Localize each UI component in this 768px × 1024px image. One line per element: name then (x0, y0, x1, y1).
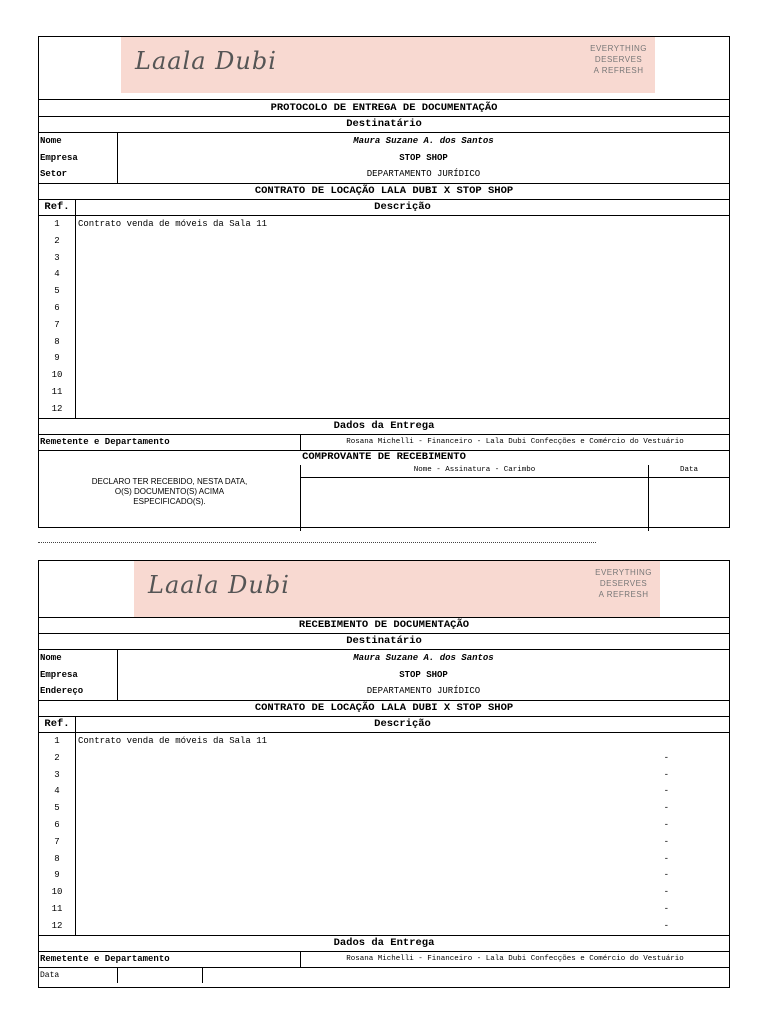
item-ref: 9 (54, 353, 60, 364)
field-label: Nome (39, 133, 118, 150)
sender-row (39, 434, 729, 450)
ref-header: Ref. (39, 717, 76, 732)
item-ref: 1 (54, 736, 60, 747)
item-ref: 8 (54, 336, 60, 347)
item-description (76, 884, 729, 901)
desc-column (76, 216, 729, 418)
item-description (76, 800, 729, 817)
item-description (76, 901, 729, 918)
item-description (76, 216, 729, 233)
items-table (39, 732, 729, 935)
sender-value: Rosana Michelli - Financeiro - Lala Dubi Confecções e Comércio do Vestuário (346, 437, 684, 446)
item-dash: - (663, 920, 669, 931)
recipient-header: Destinatário (39, 633, 729, 649)
form-title: RECEBIMENTO DE DOCUMENTAÇÃO (39, 617, 729, 633)
field-value: Maura Suzane A. dos Santos (353, 653, 494, 663)
item-description (76, 750, 729, 767)
field-value: DEPARTAMENTO JURÍDICO (366, 169, 481, 180)
field-label: Empresa (39, 150, 118, 167)
item-description (76, 783, 729, 800)
signature-field[interactable] (301, 478, 649, 531)
delivery-header: Dados da Entrega (39, 418, 729, 434)
ref-column (39, 216, 76, 418)
date-header: Data (679, 465, 698, 474)
contract-title: CONTRATO DE LOCAÇÃO LALA DUBI X STOP SHOP (39, 700, 729, 716)
sender-label: Remetente e Departamento (39, 435, 301, 450)
signature-header (301, 465, 729, 478)
brand-logo (121, 37, 655, 93)
ref-column (39, 733, 76, 935)
field-value: Maura Suzane A. dos Santos (353, 136, 494, 146)
item-description-text: Contrato venda de móveis da Sala 11 (78, 219, 268, 230)
item-ref: 12 (51, 403, 63, 414)
brand-logo (134, 561, 660, 617)
item-ref: 6 (54, 820, 60, 831)
item-description (76, 851, 729, 868)
item-dash: - (663, 870, 669, 881)
declaration-text: DECLARO TER RECEBIDO, NESTA DATA, O(S) DOCUMENTO(S) ACIMA ESPECIFICADO(S). (39, 465, 301, 531)
logo-tagline: EVERYTHING DESERVES A REFRESH (595, 568, 652, 599)
field-value: STOP SHOP (399, 152, 448, 163)
ref-header: Ref. (39, 200, 76, 215)
field-label: Nome (39, 650, 118, 667)
item-description (76, 233, 729, 250)
field-row (39, 166, 729, 183)
field-row (39, 650, 729, 667)
item-dash: - (663, 904, 669, 915)
item-ref: 4 (54, 269, 60, 280)
desc-header: Descrição (374, 718, 431, 731)
item-description (76, 817, 729, 834)
item-dash: - (663, 853, 669, 864)
item-ref: 5 (54, 286, 60, 297)
date-label: Data (39, 968, 118, 983)
recipient-fields (39, 132, 729, 183)
item-ref: 3 (54, 252, 60, 263)
field-label: Endereço (39, 683, 118, 700)
item-description-text: Contrato venda de móveis da Sala 11 (78, 736, 268, 747)
field-row (39, 133, 729, 150)
item-ref: 3 (54, 769, 60, 780)
date-field[interactable] (118, 968, 203, 983)
receipt-section (39, 465, 729, 531)
item-description (76, 767, 729, 784)
sign-header: Nome - Assinatura - Carimbo (301, 465, 649, 477)
item-description (76, 300, 729, 317)
recipient-fields (39, 649, 729, 700)
item-ref: 11 (51, 904, 63, 915)
logo-row (39, 37, 729, 99)
item-description (76, 384, 729, 401)
desc-header: Descrição (374, 201, 431, 214)
item-description (76, 367, 729, 384)
delivery-header: Dados da Entrega (39, 935, 729, 951)
date-extra-field[interactable] (203, 968, 729, 983)
item-description (76, 334, 729, 351)
item-ref: 10 (51, 370, 63, 381)
sender-value: Rosana Michelli - Financeiro - Lala Dubi Confecções e Comércio do Vestuário (346, 954, 684, 963)
item-description (76, 283, 729, 300)
item-dash: - (663, 887, 669, 898)
receipt-header: COMPROVANTE DE RECEBIMENTO (39, 450, 729, 465)
item-dash: - (663, 769, 669, 780)
sender-row (39, 951, 729, 967)
field-row (39, 667, 729, 684)
item-description (76, 266, 729, 283)
item-ref: 9 (54, 870, 60, 881)
item-description (76, 867, 729, 884)
item-description (76, 834, 729, 851)
sender-label: Remetente e Departamento (39, 952, 301, 967)
item-dash: - (663, 836, 669, 847)
cut-line (38, 542, 596, 543)
recipient-header: Destinatário (39, 116, 729, 132)
item-ref: 8 (54, 853, 60, 864)
item-description (76, 350, 729, 367)
logo-tagline: EVERYTHING DESERVES A REFRESH (590, 44, 647, 75)
field-value: DEPARTAMENTO JURÍDICO (366, 686, 481, 697)
item-description (76, 918, 729, 935)
date-field[interactable] (649, 478, 729, 531)
field-value: STOP SHOP (399, 669, 448, 680)
logo-row (39, 561, 729, 617)
field-row (39, 683, 729, 700)
date-row (39, 967, 729, 983)
item-description (76, 401, 729, 418)
contract-title: CONTRATO DE LOCAÇÃO LALA DUBI X STOP SHOP (39, 183, 729, 199)
delivery-protocol-form (38, 36, 730, 528)
item-ref: 2 (54, 752, 60, 763)
field-label: Setor (39, 166, 118, 183)
item-ref: 6 (54, 303, 60, 314)
item-dash: - (663, 803, 669, 814)
item-ref: 11 (51, 387, 63, 398)
logo-text: Laala Dubi (135, 47, 277, 75)
item-description (76, 250, 729, 267)
item-dash: - (663, 786, 669, 797)
item-dash: - (663, 820, 669, 831)
field-label: Empresa (39, 667, 118, 684)
receipt-form (38, 560, 730, 988)
signature-fields (301, 478, 729, 531)
item-description (76, 733, 729, 750)
items-header (39, 199, 729, 215)
items-header (39, 716, 729, 732)
item-ref: 7 (54, 319, 60, 330)
item-ref: 1 (54, 219, 60, 230)
item-ref: 2 (54, 235, 60, 246)
item-ref: 7 (54, 836, 60, 847)
item-description (76, 317, 729, 334)
desc-column (76, 733, 729, 935)
item-dash: - (663, 752, 669, 763)
item-ref: 12 (51, 920, 63, 931)
item-ref: 4 (54, 786, 60, 797)
logo-text: Laala Dubi (148, 571, 290, 599)
signature-area (301, 465, 729, 531)
item-ref: 10 (51, 887, 63, 898)
form-title: PROTOCOLO DE ENTREGA DE DOCUMENTAÇÃO (39, 99, 729, 116)
items-table (39, 215, 729, 418)
item-ref: 5 (54, 803, 60, 814)
field-row (39, 150, 729, 167)
